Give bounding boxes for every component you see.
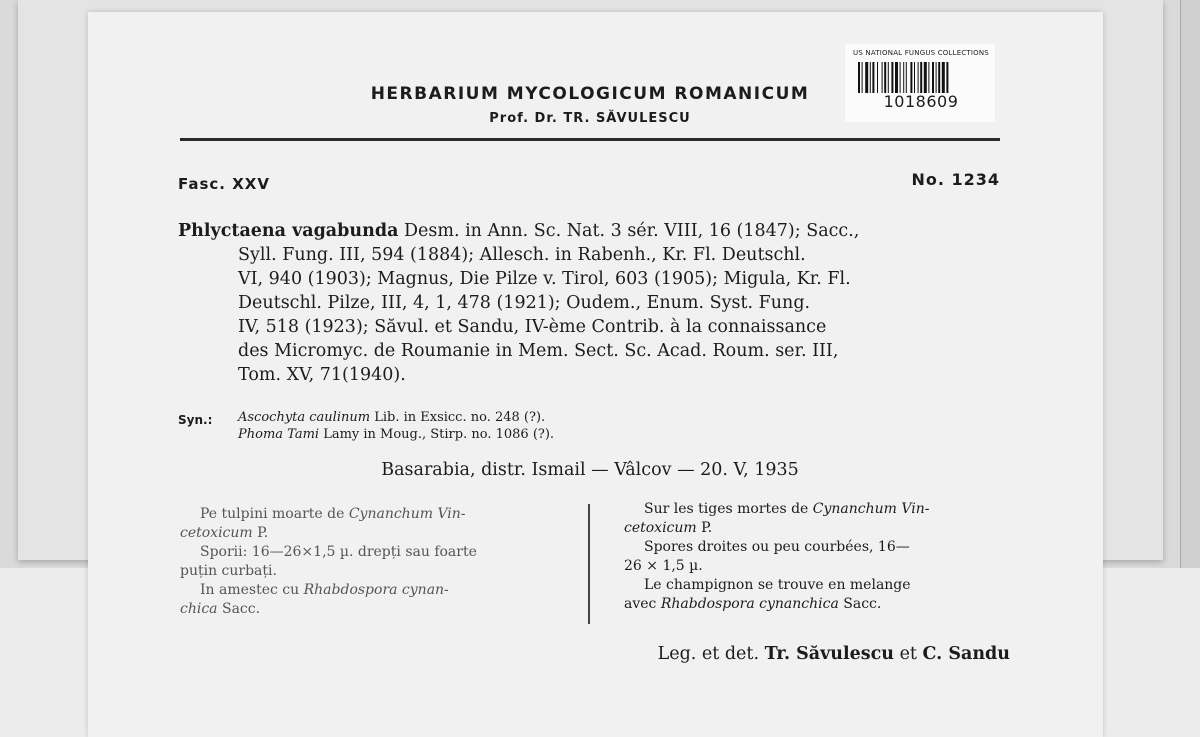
barcode-number: 1018609 [883,92,959,111]
herbarium-editor: Prof. Dr. TR. SĂVULESCU [489,111,691,126]
description-line: Sporii: 16—26×1,5 µ. drepți sau foarte [200,544,477,560]
reference-line: Syll. Fung. III, 594 (1884); Allesch. in Rabenh., Kr. Fl. Deutschl. [238,245,806,265]
reference-line: des Micromyc. de Roumanie in Mem. Sect. Sc. Acad. Roum. ser. III, [238,341,839,361]
synonyms [238,409,554,443]
reference-line: VI, 940 (1903); Magnus, Die Pilze v. Tirol, 603 (1905); Migula, Kr. Fl. [238,269,851,289]
herbarium-title: HERBARIUM MYCOLOGICUM ROMANICUM [370,84,810,104]
description-line: 26 × 1,5 µ. [624,558,703,574]
barcode-icon [858,62,992,93]
barcode-caption: US NATIONAL FUNGUS COLLECTIONS [853,49,989,57]
reference-line: Deutschl. Pilze, III, 4, 1, 478 (1921); Oudem., Enum. Syst. Fung. [238,293,811,313]
taxon-references [178,219,1028,387]
taxon-name: Phlyctaena vagabunda [178,221,399,241]
exsiccata-number: No. 1234 [911,170,1000,189]
description-line: Le champignon se trouve en melange [644,577,911,593]
fascicle-number: Fasc. XXV [178,175,270,193]
synonym-line: Ascochyta caulinum Lib. in Exsicc. no. 248 (?). [238,410,546,425]
description-line: chica Sacc. [180,601,261,617]
reference-line: IV, 518 (1923); Săvul. et Sandu, IV-ème Contrib. à la connaissance [238,317,827,337]
header-rule [180,138,1000,141]
reference-line: Phlyctaena vagabunda Desm. in Ann. Sc. Nat. 3 sér. VIII, 16 (1847); Sacc., [178,221,860,241]
synonym-line: Phoma Tami Lamy in Moug., Stirp. no. 1086 (?). [238,427,555,442]
synonyms-label: Syn.: [178,413,213,427]
description-line: Sur les tiges mortes de Cynanchum Vin- [644,501,930,517]
description-line: puțin curbați. [180,563,277,579]
description-line: avec Rhabdospora cynanchica Sacc. [624,596,882,612]
description-romanian [180,505,477,619]
description-line: In amestec cu Rhabdospora cynan- [200,582,449,598]
description-line: Pe tulpini moarte de Cynanchum Vin- [200,506,466,522]
collector-signature: Leg. et det. Tr. Săvulescu et C. Sandu [657,644,1010,664]
description-french [600,500,929,614]
reference-line: Tom. XV, 71(1940). [238,365,406,385]
description-line: cetoxicum P. [624,520,713,536]
collection-locality: Basarabia, distr. Ismail — Vâlcov — 20. V, 1935 [381,460,799,480]
description-line: cetoxicum P. [180,525,269,541]
column-divider [588,504,590,624]
description-line: Spores droites ou peu courbées, 16— [644,539,910,555]
